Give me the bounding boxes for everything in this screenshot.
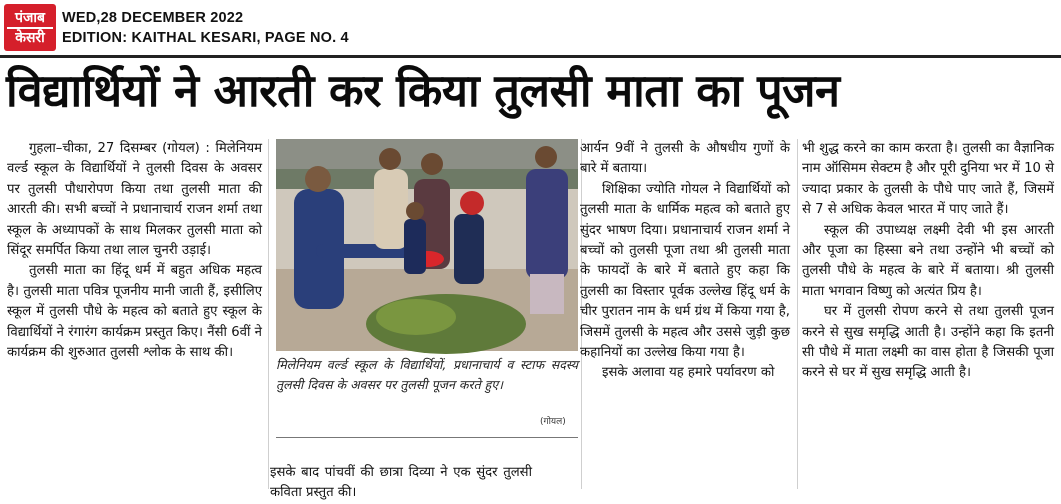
article-photo bbox=[276, 139, 578, 351]
photo-caption: मिलेनियम वर्ल्ड स्कूल के विद्यार्थियों, प्रधानाचार्य व स्टाफ सदस्य तुलसी दिवस के अवसर पर तुलसी पूजन करते हुए। bbox=[276, 357, 578, 392]
article-column-1 bbox=[7, 139, 262, 489]
edition-meta bbox=[62, 8, 349, 48]
issue-date: WED,28 DECEMBER 2022 bbox=[62, 10, 244, 26]
photo-illustration bbox=[276, 139, 578, 351]
edition-info: EDITION: KAITHAL KESARI, PAGE NO. 4 bbox=[62, 30, 349, 46]
article-column-4 bbox=[802, 139, 1054, 489]
col4-paragraph-3: घर में तुलसी रोपण करने से तथा तुलसी पूजन करने से सुख समृद्धि आती है। उन्होंने कहा कि इतनी सी पौधे में माता लक्ष्मी का वास होता है जिसकी पूजा करने से घर में सुख समृद्धि आती है। bbox=[802, 304, 1054, 381]
photo-credit: (गोयल) bbox=[540, 417, 566, 427]
logo-line-1: पंजाब bbox=[15, 9, 45, 26]
col3-paragraph-1: आर्यन 9वीं ने तुलसी के औषधीय गुणों के बारे में बताया। bbox=[580, 141, 790, 177]
col1-paragraph-2: तुलसी माता का हिंदू धर्म में बहुत अधिक महत्व है। तुलसी माता पवित्र पूजनीय मानी जाती हैं, इसीलिए स्कूल में तुलसी पौधे के महत्व को बताते हुए स्कूल के विद्यार्थियों ने रंगारंग कार्यक्रम प्रस्तुत किए। नैंसी 6वीं ने कार्यक्रम की शुरुआत तुलसी श्लोक के साथ की। bbox=[7, 263, 262, 361]
punjab-kesari-logo bbox=[4, 4, 56, 51]
col3-paragraph-3: इसके अलावा यह हमारे पर्यावरण को bbox=[602, 365, 775, 381]
header-bar bbox=[0, 0, 1061, 54]
article-column-2 bbox=[270, 463, 532, 501]
column-divider bbox=[797, 139, 798, 489]
article-headline: विद्यार्थियों ने आरती कर किया तुलसी माता का पूजन bbox=[6, 64, 840, 117]
col4-paragraph-2: स्कूल की उपाध्यक्ष लक्ष्मी देवी भी इस आरती और पूजा का हिस्सा बने तथा उन्होंने भी बच्चों को तुलसी पौधे के महत्व के बारे में बताया। श्री तुलसी माता भगवान विष्णु को अत्यंत प्रिय है। bbox=[802, 222, 1054, 299]
col1-paragraph-1: गुहला–चीका, 27 दिसम्बर (गोयल) : मिलेनियम वर्ल्ड स्कूल के विद्यार्थियों ने तुलसी दिवस के अवसर पर तुलसी पौधारोपण किया तथा तुलसी माता की आरती की। सभी बच्चों ने प्रधानाचार्य राजन शर्मा तथा स्कूल के अध्यापकों के साथ मिलकर तुलसी माता को सिंदूर समर्पित किया तथा लाल चुनरी उड़ाई। bbox=[7, 141, 262, 259]
article-column-3 bbox=[580, 139, 790, 489]
caption-divider bbox=[276, 437, 578, 438]
logo-line-2: केसरी bbox=[7, 27, 53, 47]
col4-paragraph-1: भी शुद्ध करने का काम करता है। तुलसी का वैज्ञानिक नाम ऑसिमम सेक्टम है और पूरी दुनिया भर में 10 से ज्यादा प्रकार के तुलसी के पौधे पाए जाते हैं, जिसमें से 7 से अधिक केवल भारत में पाए जाते हैं। bbox=[802, 141, 1055, 218]
col2-paragraph-1: इसके बाद पांचवीं की छात्रा दिव्या ने एक सुंदर तुलसी कविता प्रस्तुत की। bbox=[270, 465, 532, 501]
col3-paragraph-2: शिक्षिका ज्योति गोयल ने विद्यार्थियों को तुलसी माता के धार्मिक महत्व को बताते हुए सुंदर भाषण दिया। प्रधानाचार्य राजन शर्मा ने बच्चों को तुलसी पूजा तथा श्री तुलसी माता के फायदों के बारे में बताते हुए कहा कि तुलसी का विस्तार पूर्वक उल्लेख हिंदू धर्म के चीर पुरातन नाम के धर्म ग्रंथ में किया गया है, जिसमें तुलसी के महत्व और उससे जुड़ी कुछ कहानियों का उल्लेख किया गया है। bbox=[580, 181, 790, 361]
column-divider bbox=[268, 139, 269, 489]
header-divider bbox=[0, 55, 1061, 58]
